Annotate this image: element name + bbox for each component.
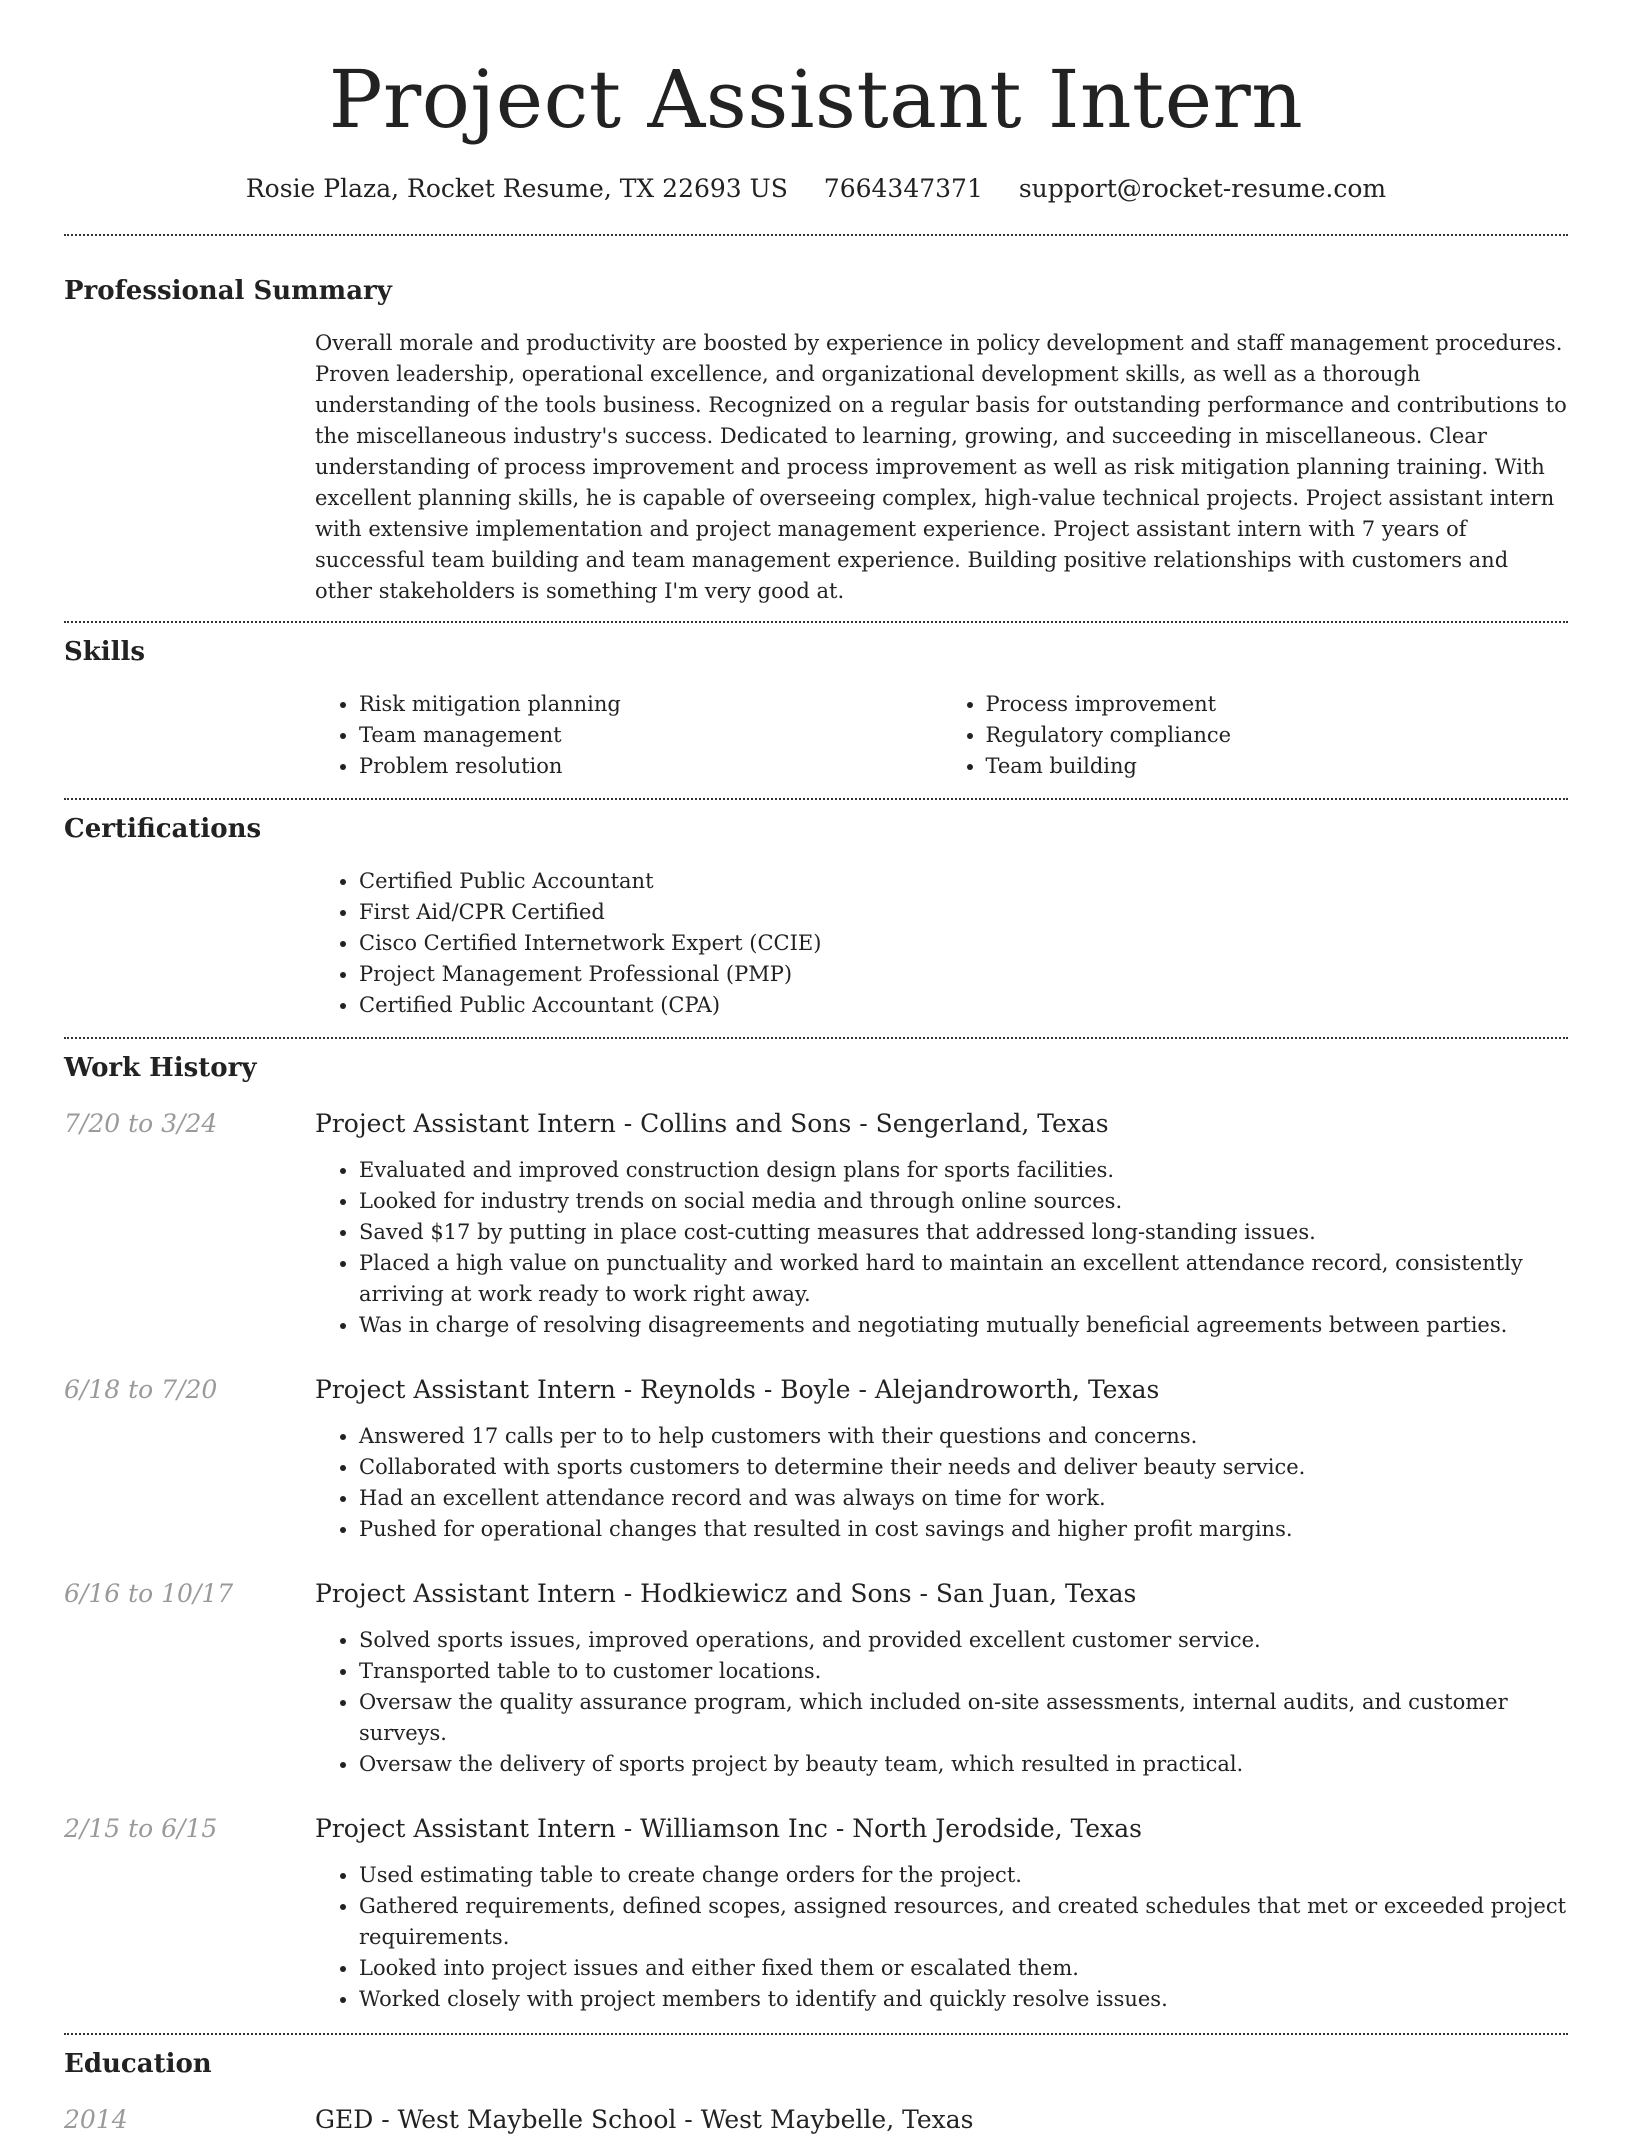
job-heading: Project Assistant Intern - Williamson Inc - North Jerodside, Texas (315, 1814, 1142, 1843)
job-entry (64, 1107, 1568, 1341)
job-dates: 6/16 to 10/17 (64, 1579, 234, 1608)
job-bullet: • Looked into project issues and either fixed them or escalated them. (359, 1953, 1568, 1984)
job-bullet: • Oversaw the delivery of sports project by beauty team, which resulted in practical. (359, 1749, 1568, 1780)
job-bullets (315, 1155, 1568, 1341)
job-dates: 2/15 to 6/15 (64, 1814, 218, 1843)
contact-line (64, 172, 1568, 206)
job-heading: Project Assistant Intern - Hodkiewicz and Sons - San Juan, Texas (315, 1579, 1137, 1608)
job-bullet: • Evaluated and improved construction design plans for sports facilities. (359, 1155, 1568, 1186)
contact-phone: 7664347371 (823, 174, 983, 203)
summary-title: Professional Summary (64, 276, 392, 306)
certification-item: • Cisco Certified Internetwork Expert (CCIE) (359, 928, 1568, 959)
job-bullet: • Saved $17 by putting in place cost-cutting measures that addressed long-standing issues. (359, 1217, 1568, 1248)
skills-content (315, 689, 1568, 782)
job-bullet: • Used estimating table to create change orders for the project. (359, 1860, 1568, 1891)
skills-columns (315, 689, 1568, 782)
job-bullet: • Oversaw the quality assurance program, which included on-site assessments, internal audits, and customer surveys. (359, 1687, 1568, 1749)
section-divider (64, 2033, 1568, 2035)
job-bullets (315, 1625, 1568, 1780)
certification-item: • First Aid/CPR Certified (359, 897, 1568, 928)
job-bullet: • Pushed for operational changes that resulted in cost savings and higher profit margins. (359, 1514, 1568, 1545)
certifications-section (64, 812, 1568, 1021)
section-divider (64, 234, 1568, 236)
section-divider (64, 798, 1568, 800)
education-title: Education (64, 2049, 212, 2079)
skill-item: • Risk mitigation planning (359, 689, 942, 720)
skill-item: • Team management (359, 720, 942, 751)
skills-list-right (942, 689, 1569, 782)
certification-item: • Certified Public Accountant (359, 866, 1568, 897)
summary-content (315, 328, 1568, 607)
certifications-list (315, 866, 1568, 1021)
job-bullet: • Had an excellent attendance record and was always on time for work. (359, 1483, 1568, 1514)
job-heading: Project Assistant Intern - Reynolds - Boyle - Alejandroworth, Texas (315, 1375, 1160, 1404)
job-bullets (315, 1421, 1568, 1545)
skill-item: • Problem resolution (359, 751, 942, 782)
skill-item: • Regulatory compliance (986, 720, 1569, 751)
job-bullet: • Placed a high value on punctuality and worked hard to maintain an excellent attendance record, consistently arriving at work ready to work right away. (359, 1248, 1568, 1310)
skills-list-left (315, 689, 942, 782)
job-bullet: • Worked closely with project members to identify and quickly resolve issues. (359, 1984, 1568, 2015)
job-entry (64, 1373, 1568, 1545)
skill-item: • Process improvement (986, 689, 1569, 720)
skill-item: • Team building (986, 751, 1569, 782)
job-entry (64, 1812, 1568, 2015)
job-bullets (315, 1860, 1568, 2015)
job-dates: 6/18 to 7/20 (64, 1375, 218, 1404)
section-divider (64, 1037, 1568, 1039)
job-bullet: • Was in charge of resolving disagreements and negotiating mutually beneficial agreements between parties. (359, 1310, 1568, 1341)
candidate-name: Project Assistant Intern (328, 53, 1304, 146)
job-heading: Project Assistant Intern - Collins and Sons - Sengerland, Texas (315, 1109, 1109, 1138)
contact-email: support@rocket-resume.com (1018, 174, 1387, 203)
job-dates: 7/20 to 3/24 (64, 1109, 218, 1138)
resume-header (64, 0, 1568, 206)
job-bullet: • Looked for industry trends on social media and through online sources. (359, 1186, 1568, 1217)
certification-item: • Certified Public Accountant (CPA) (359, 990, 1568, 1021)
job-bullet: • Collaborated with sports customers to determine their needs and deliver beauty service. (359, 1452, 1568, 1483)
education-entry (64, 2103, 1568, 2137)
education-date: 2014 (64, 2105, 128, 2134)
contact-address: Rosie Plaza, Rocket Resume, TX 22693 US (245, 174, 788, 203)
resume-page (64, 0, 1568, 2137)
job-bullet: • Solved sports issues, improved operations, and provided excellent customer service. (359, 1625, 1568, 1656)
certifications-title: Certifications (64, 814, 262, 844)
work-history-title: Work History (64, 1053, 257, 1083)
certifications-content (315, 866, 1568, 1021)
job-entry (64, 1577, 1568, 1780)
work-history-section (64, 1051, 1568, 2015)
job-bullet: • Gathered requirements, defined scopes, assigned resources, and created schedules that met or exceeded project requirements. (359, 1891, 1568, 1953)
summary-text: Overall morale and productivity are boosted by experience in policy development and staff management procedures. Proven leadership, operational excellence, and organizational development skills, as well as a thorough understanding of the tools business. Recognized on a regular basis for outstanding performance and contributions to the miscellaneous industry's success. Dedicated to learning, growing, and succeeding in miscellaneous. Clear understanding of process improvement and process improvement as well as risk mitigation planning training. With excellent planning skills, he is capable of overseeing complex, high-value technical projects. Project assistant intern with extensive implementation and project management experience. Project assistant intern with 7 years of successful team building and team management experience. Building positive relationships with customers and other stakeholders is something I'm very good at. (315, 331, 1567, 603)
summary-section (64, 274, 1568, 607)
education-heading: GED - West Maybelle School - West Maybelle, Texas (315, 2105, 974, 2134)
section-divider (64, 621, 1568, 623)
job-bullet: • Answered 17 calls per to to help customers with their questions and concerns. (359, 1421, 1568, 1452)
education-section (64, 2047, 1568, 2137)
skills-title: Skills (64, 637, 146, 667)
job-bullet: • Transported table to to customer locations. (359, 1656, 1568, 1687)
certification-item: • Project Management Professional (PMP) (359, 959, 1568, 990)
skills-section (64, 635, 1568, 782)
